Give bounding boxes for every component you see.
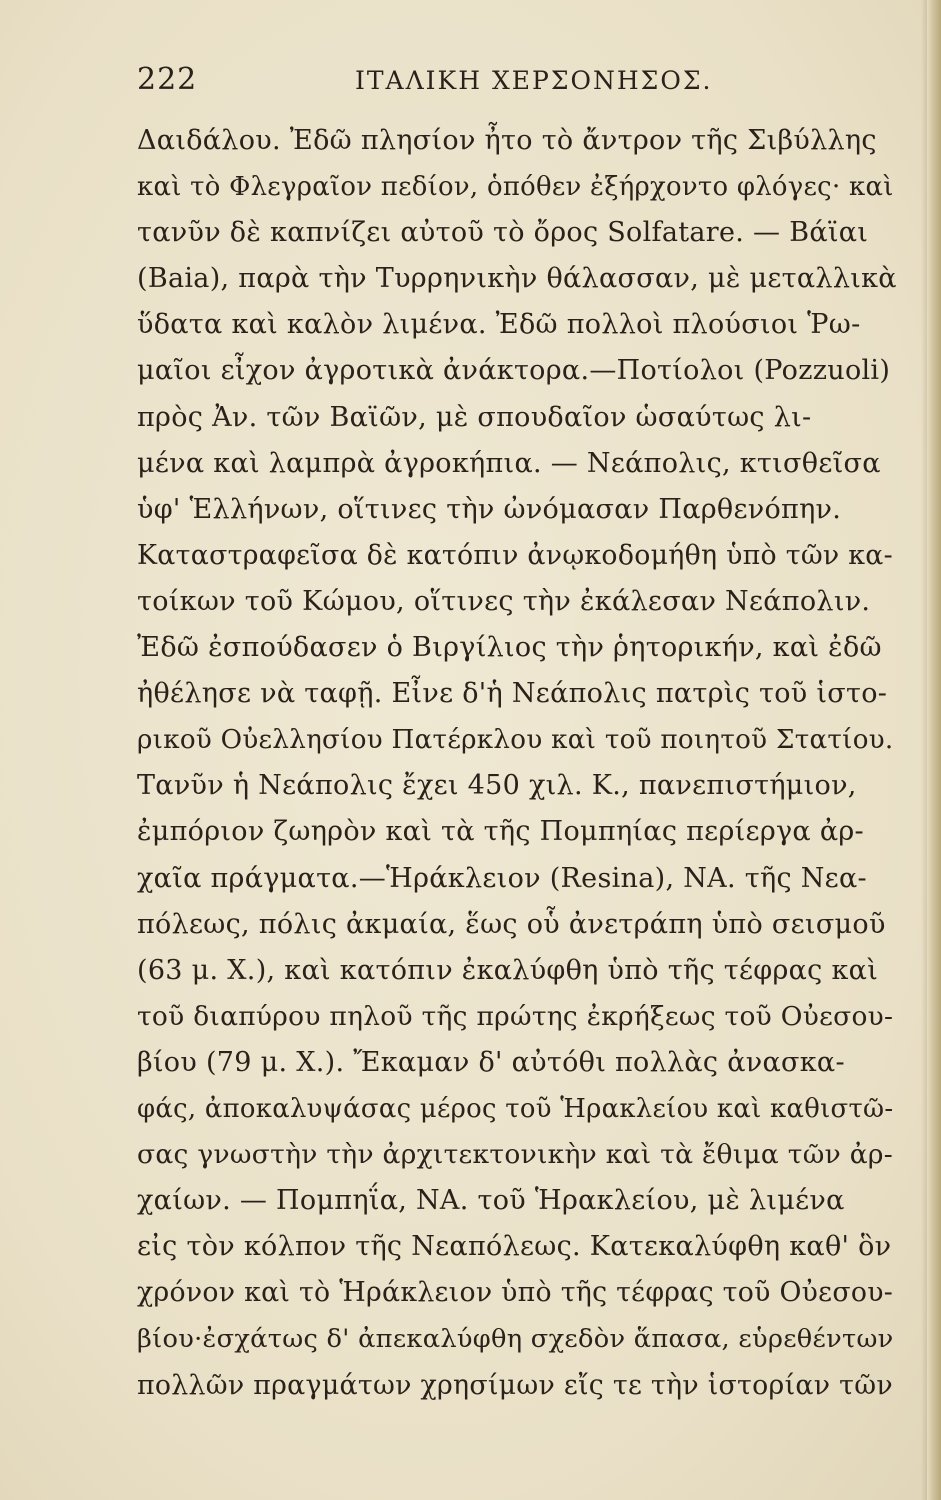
text-line: σας γνωστὴν τὴν ἀρχιτεκτονικὴν καὶ τὰ ἔθιμα τῶν ἀρ- [137,1139,894,1171]
body-text [137,118,897,1409]
text-line: χαίων. — Πομπηΐα, ΝΑ. τοῦ Ἡρακλείου, μὲ λιμένα [137,1185,845,1217]
text-line: ὕδατα καὶ καλὸν λιμένα. Ἐδῶ πολλοὶ πλούσιοι Ῥω- [137,309,861,341]
text-line: Ἐδῶ ἐσπούδασεν ὁ Βιργίλιος τὴν ῥητορικήν, καὶ ἐδῶ [137,632,882,664]
text-line: εἰς τὸν κόλπον τῆς Νεαπόλεως. Κατεκαλύφθη καθ' ὃν [137,1231,892,1263]
running-title: ΙΤΑΛΙΚΗ ΧΕΡΣΟΝΗΣΟΣ. [355,66,713,95]
text-line: τοίκων τοῦ Κώμου, οἵτινες τὴν ἐκάλεσαν Νεάπολιν. [137,585,871,617]
page-edge [927,0,941,1500]
text-line: χαῖα πράγματα.—Ἡράκλειον (Resina), ΝΑ. τῆς Νεα- [137,862,867,894]
text-line: βίου·ἐσχάτως δ' ἀπεκαλύφθη σχεδὸν ἅπασα, εὑρεθέντων [137,1324,894,1355]
text-line: τανῦν δὲ καπνίζει αὐτοῦ τὸ ὄρος Solfatare. — Βάϊαι [137,217,869,249]
text-line: καὶ τὸ Φλεγραῖον πεδίον, ὁπόθεν ἐξήρχοντο φλόγες· καὶ [137,172,894,203]
text-line: πολλῶν πραγμάτων χρησίμων εἴς τε τὴν ἱστορίαν τῶν [137,1369,893,1401]
text-line: τοῦ διαπύρου πηλοῦ τῆς πρώτης ἐκρήξεως τοῦ Οὐεσου- [137,1000,894,1032]
text-line: πρὸς Ἀν. τῶν Βαϊῶν, μὲ σπουδαῖον ὡσαύτως λι- [137,401,812,433]
text-line: Καταστραφεῖσα δὲ κατόπιν ἀνῳκοδομήθη ὑπὸ τῶν κα- [137,539,893,571]
text-line: βίου (79 μ. Χ.). Ἔκαμαν δ' αὐτόθι πολλὰς ἀνασκα- [137,1046,845,1078]
text-line: πόλεως, πόλις ἀκμαία, ἕως οὗ ἀνετράπη ὑπὸ σεισμοῦ [137,908,886,940]
text-line: μένα καὶ λαμπρὰ ἀγροκήπια. — Νεάπολις, κτισθεῖσα [137,447,881,479]
text-line: μαῖοι εἶχον ἀγροτικὰ ἀνάκτορα.—Ποτίολοι (Pozzuoli) [137,355,891,387]
page-number: 222 [137,62,198,97]
text-line: (63 μ. Χ.), καὶ κατόπιν ἐκαλύφθη ὑπὸ τῆς τέφρας καὶ [137,954,879,986]
page-header [137,62,897,106]
text-line: φάς, ἀποκαλυψάσας μέρος τοῦ Ἡρακλείου καὶ καθιστῶ- [137,1093,894,1124]
text-line: ἠθέλησε νὰ ταφῇ. Εἶνε δ'ἡ Νεάπολις πατρὶς τοῦ ἱστο- [137,678,888,710]
text-line: χρόνον καὶ τὸ Ἡράκλειον ὑπὸ τῆς τέφρας τοῦ Οὐεσου- [137,1277,894,1309]
text-line: Δαιδάλου. Ἐδῶ πλησίον ἦτο τὸ ἄντρον τῆς Σιβύλλης [137,125,877,156]
text-line: ρικοῦ Οὐελλησίου Πατέρκλου καὶ τοῦ ποιητοῦ Στατίου. [137,725,894,756]
text-line: Τανῦν ἡ Νεάπολις ἔχει 450 χιλ. Κ., πανεπιστήμιον, [137,770,857,802]
text-line: ὑφ' Ἑλλήνων, οἵτινες τὴν ὠνόμασαν Παρθενόπην. [137,493,842,525]
text-line: ἐμπόριον ζωηρὸν καὶ τὰ τῆς Πομπηίας περίεργα ἀρ- [137,816,864,848]
text-line: (Baia), παρὰ τὴν Τυρρηνικὴν θάλασσαν, μὲ μεταλλικὰ [137,263,897,295]
